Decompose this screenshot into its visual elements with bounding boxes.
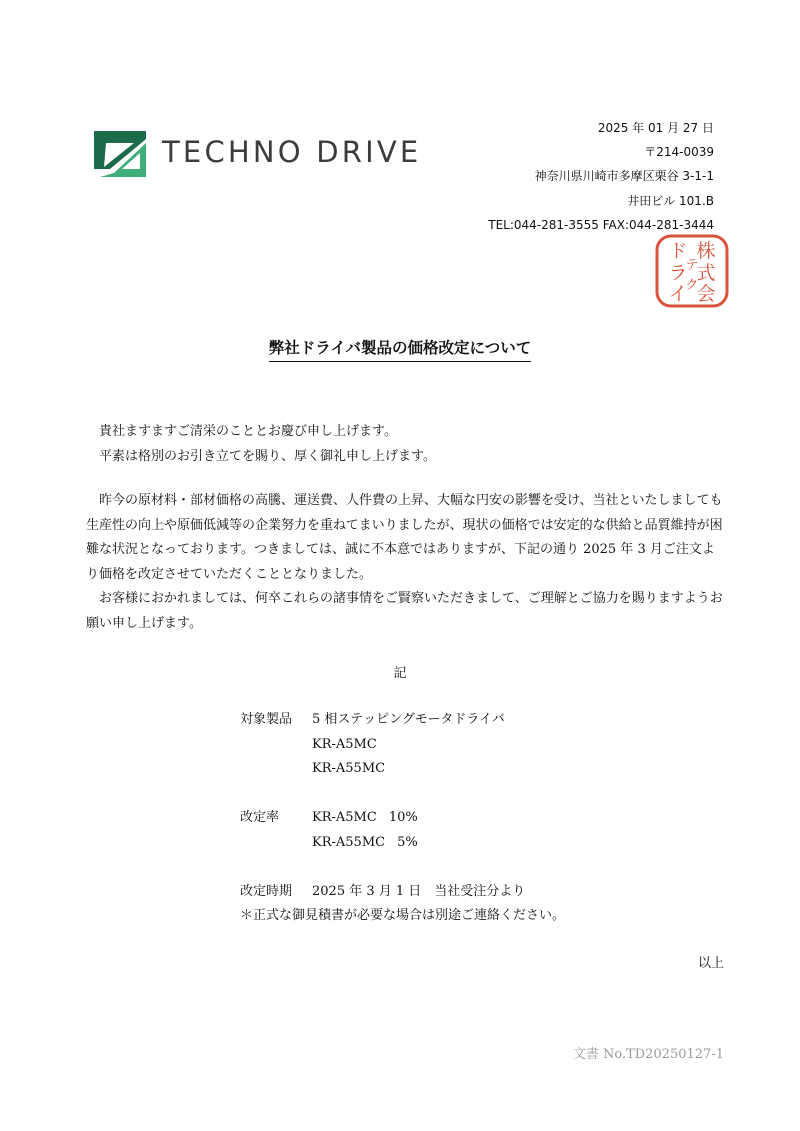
list-gap <box>240 855 565 880</box>
products-row-2 <box>240 733 565 758</box>
product-model: KR-A55MC <box>312 761 386 776</box>
rate-model: KR-A5MC <box>312 810 377 825</box>
rate-row-2 <box>240 831 565 856</box>
ki-heading: 記 <box>393 666 407 681</box>
body-paragraph: 昨今の原材料・部材価格の高騰、運送費、人件費の上昇、大幅な円安の影響を受け、当社といたしましても生産性の向上や原価低減等の企業努力を重ねてまいりましたが、現状の価格では安定的な供給と品質維持が困難な状況となっております。つきましては、誠に不本意ではありますが、下記の通り 2025 年 3 月ご注文より価格を改定させていただくこととなりました。 <box>86 493 723 582</box>
spacer <box>240 733 312 758</box>
address-line-2: 井田ビル 101.B <box>627 193 714 208</box>
svg-text:イ: イ <box>668 283 688 305</box>
products-row-3 <box>240 757 565 782</box>
svg-text:ラ: ラ <box>668 262 688 284</box>
document-number: 文書 No.TD20250127-1 <box>572 1047 724 1062</box>
sender-address-block <box>488 116 714 237</box>
address-line-1: 神奈川県川崎市多摩区栗谷 3-1-1 <box>534 169 714 184</box>
details-list <box>240 708 565 929</box>
rate-row <box>240 806 565 831</box>
spacer <box>240 757 312 782</box>
contact-line: TEL:044-281-3555 FAX:044-281-3444 <box>488 217 714 232</box>
svg-text:ド: ド <box>668 240 688 262</box>
logo-wordmark: TECHNO DRIVE <box>162 135 422 169</box>
product-model: KR-A5MC <box>312 736 377 752</box>
svg-text:株: 株 <box>696 240 716 262</box>
company-logo <box>88 129 448 179</box>
rate-value: 10% <box>388 810 418 825</box>
products-row <box>240 708 565 733</box>
date-row <box>240 880 565 905</box>
rate-value: 5% <box>397 834 418 850</box>
document-title <box>0 337 800 362</box>
body-paragraph: お客様におかれましては、何卒これらの諸事情をご賢察いただきまして、ご理解とご協力を賜りますようお願い申し上げます。 <box>86 591 723 631</box>
greeting-block <box>86 420 726 469</box>
svg-text:ク: ク <box>685 278 699 293</box>
closing-mark: 以上 <box>697 956 724 971</box>
postal-code: 〒214-0039 <box>644 145 714 160</box>
document-date: 2025 年 01 月 27 日 <box>597 121 714 135</box>
list-gap <box>240 782 565 807</box>
greeting-line: 平素は格別のお引き立てを賜り、厚く御礼申し上げます。 <box>99 448 436 464</box>
rate-model: KR-A55MC <box>312 834 386 850</box>
note-row <box>240 904 565 929</box>
greeting-line: 貴社ますますご清栄のこととお慶び申し上げます。 <box>99 424 397 439</box>
spacer <box>240 831 312 856</box>
svg-text:式: 式 <box>696 262 716 284</box>
svg-text:テ: テ <box>685 258 699 273</box>
rate-label: 改定率 <box>240 810 280 825</box>
document-title-text: 弊社ドライバ製品の価格改定について <box>269 337 531 362</box>
techno-drive-logo-icon <box>88 129 152 179</box>
svg-text:会: 会 <box>696 283 716 305</box>
date-label: 改定時期 <box>240 883 293 899</box>
products-label: 対象製品 <box>240 712 293 727</box>
product-name: 5 相ステッピングモータドライバ <box>312 712 505 727</box>
date-value: 2025 年 3 月 1 日 当社受注分より <box>312 883 526 899</box>
company-seal-icon <box>654 233 730 309</box>
body-block <box>86 489 726 636</box>
quote-note: ＊正式な御見積書が必要な場合は別途ご連絡ください。 <box>240 908 566 923</box>
